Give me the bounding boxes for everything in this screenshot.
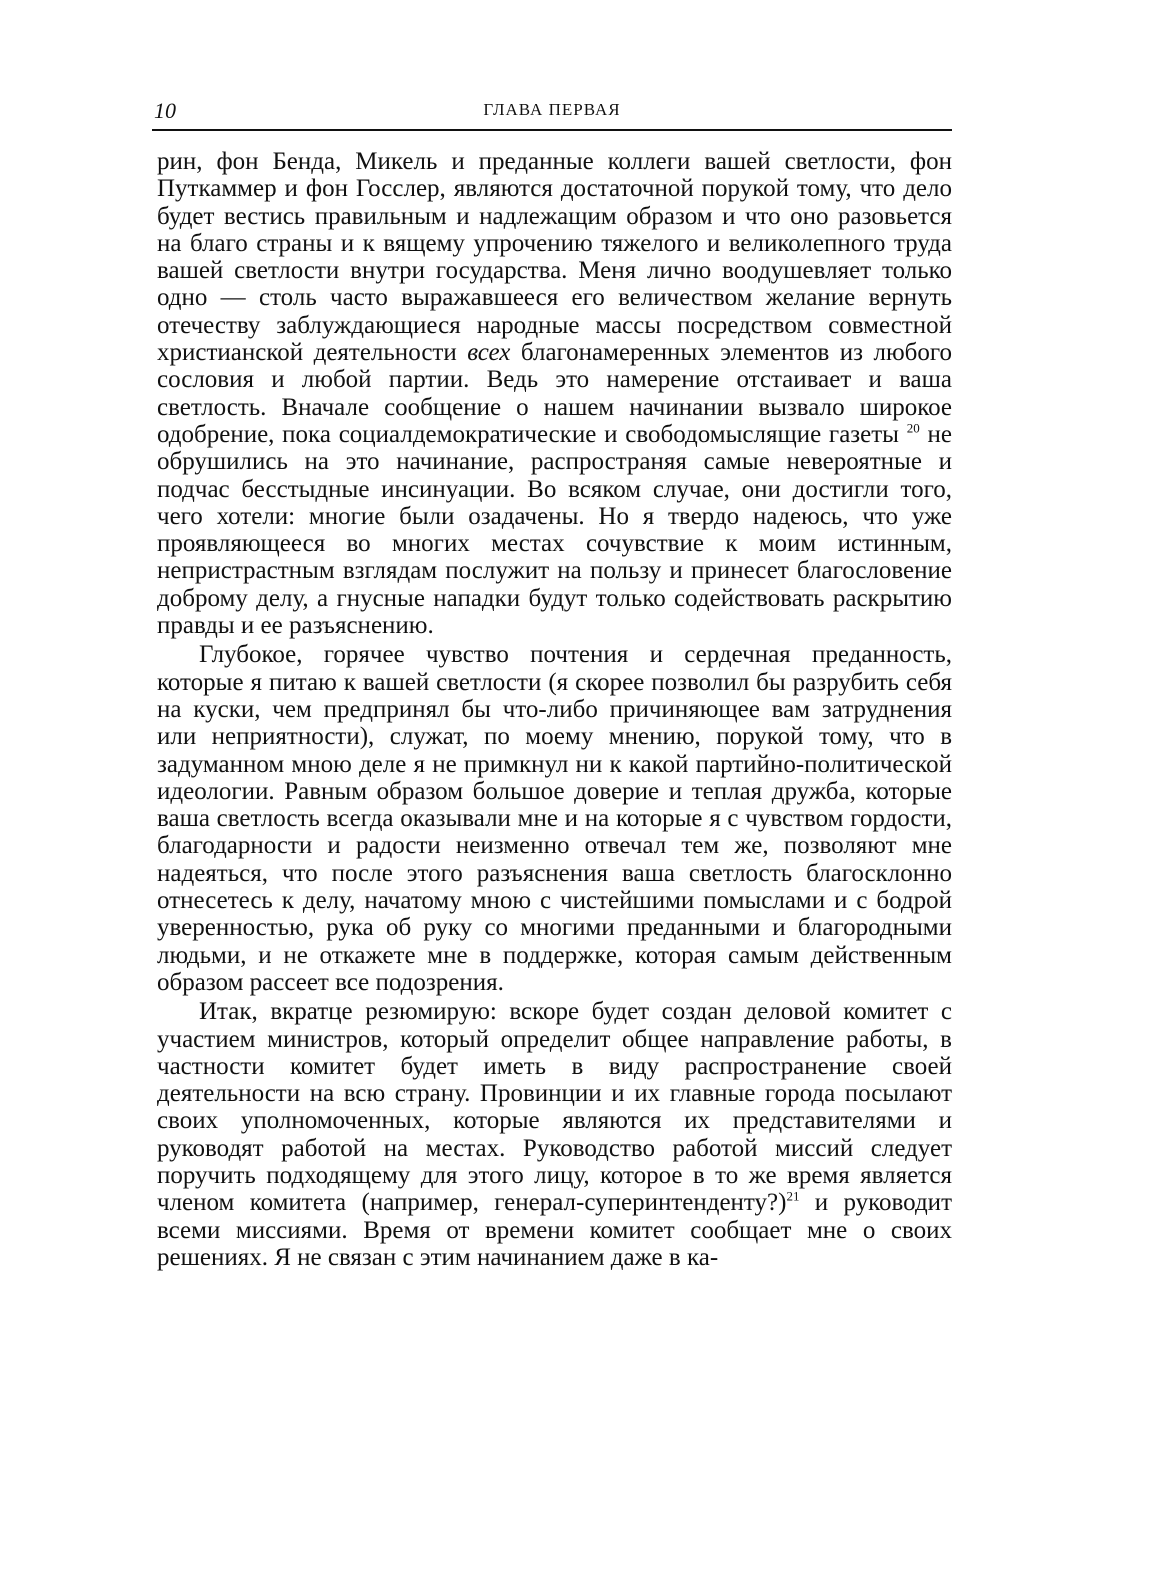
paragraph-1 <box>157 148 952 639</box>
paragraph-3-text-b: и руководит всеми миссиями. Время от времени комитет сообщает мне о своих решениях. Я не связан с этим начинанием даже в ка- <box>157 1189 952 1271</box>
chapter-title: ГЛАВА ПЕРВАЯ <box>483 100 621 119</box>
paragraph-2: Глубокое, горячее чувство почтения и сердечная преданность, которые я питаю к вашей светлости (я скорее позволил бы разрубить себя на куски, чем предпринял бы что-либо причиняющее вам затруднения или неприятности), служат, по моему мнению, порукой тому, что в задуманном мною деле я не примкнул ни к какой партийно-политической идеологии. Равным образом большое доверие и теплая дружба, которые ваша светлость всегда оказывали мне и на которые я с чувством гордости, благодарности и радости неизменно отвечал тем же, позволяют мне надеяться, что после этого разъяснения ваша светлость благосклонно отнесетесь к делу, начатому мною с чистейшими помыслами и с бодрой уверенностью, рука об руку со многими преданными и благородными людьми, и не откажете мне в поддержке, которая самым действенным образом рассеет все подозрения. <box>157 641 952 996</box>
running-head <box>152 98 952 128</box>
emphasis-word: всех <box>467 339 511 367</box>
footnote-ref-21: 21 <box>786 1188 800 1204</box>
paragraph-3-text-a: Итак, вкратце резюмирую: вскоре будет создан деловой комитет с участием министров, который определит общее направление работы, в частности комитет будет иметь в виду распространение своей деятельности на всю страну. Провинции и их главные города посылают своих уполномоченных, которые являются их представителями и руководят работой на местах. Руководство работой миссий следует поручить подходящему для этого лицу, которое в то же время является членом комитета (например, генерал-суперинтенденту?) <box>157 998 952 1217</box>
paragraph-1-text-c: не обрушились на это начинание, распространяя самые невероятные и подчас бесстыдные инсинуации. Во всяком случае, они достигли того, чего хотели: многие были озадачены. Но я твердо надеюсь, что уже проявляющееся во многих местах сочувствие к моим истинным, непристрастным взглядам послужит на пользу и принесет благословение доброму делу, а гнусные нападки будут только содействовать раскрытию правды и ее разъяснению. <box>157 420 952 640</box>
header-rule <box>152 129 952 131</box>
page-number: 10 <box>154 98 176 123</box>
paragraph-1-text-a: рин, фон Бенда, Микель и преданные коллеги вашей светлости, фон Путкаммер и фон Госслер, являются достаточной порукой тому, что дело будет вестись правильным и надлежащим образом и что оно разовьется на благо страны и к вящему упрочению тяжелого и великолепного труда вашей светлости внутри государства. Меня лично воодушевляет только одно — столь часто выражавшееся его величеством желание вернуть отечеству заблуждающиеся народные массы посредством совместной христианской деятельности <box>157 148 952 367</box>
body-text <box>157 148 952 1271</box>
paragraph-3 <box>157 998 952 1271</box>
paragraph-1-text-b: благонамеренных элементов из любого сословия и любой партии. Ведь это намерение отстаивает и ваша светлость. Вначале сообщение о нашем начинании вызвало широкое одобрение, пока социалдемократические и свободомыслящие газеты <box>157 339 952 448</box>
footnote-ref-20: 20 <box>906 420 920 436</box>
